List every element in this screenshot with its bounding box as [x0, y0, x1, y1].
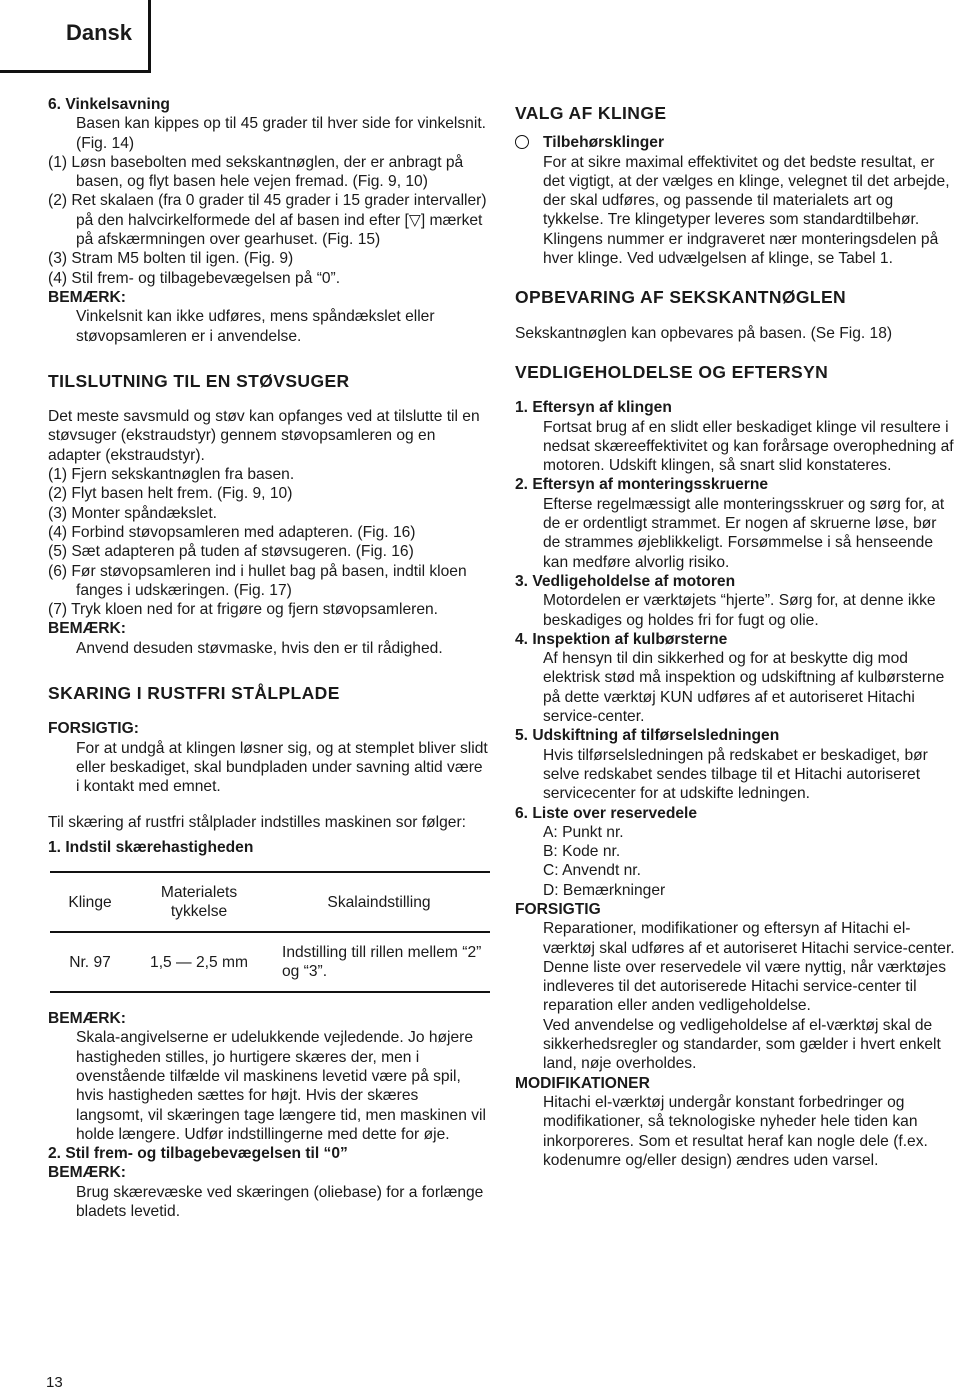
- vacuum-step-2: (2) Flyt basen helt frem. (Fig. 9, 10): [48, 485, 293, 503]
- page-number: 13: [46, 1374, 63, 1391]
- steel-heading: SKARING I RUSTFRI STÅLPLADE: [48, 683, 340, 704]
- right-column: [515, 104, 957, 1170]
- maintenance-item-5-text: Hvis tilførselsledningen på redskabet er beskadiget, bør selve redskabet sendes tilbage til et Hitachi autoriseret servicecenter for at udskifte ledningen.: [543, 746, 928, 803]
- modifications-label: MODIFIKATIONER: [515, 1074, 650, 1092]
- table-header-thickness: Materialets tykkelse: [130, 872, 268, 932]
- circle-bullet-icon: [515, 135, 529, 149]
- section-6-step-1: (1) Løsn basebolten med sekskantnøglen, der er anbragt på basen, og flyt basen hele vejen fremad. (Fig. 9, 10): [48, 153, 464, 191]
- vacuum-note: Anvend desuden støvmaske, hvis den er til rådighed.: [76, 639, 443, 657]
- vacuum-note-label: BEMÆRK:: [48, 620, 126, 638]
- vacuum-heading: TILSLUTNING TIL EN STØVSUGER: [48, 370, 350, 391]
- accessory-title-text: Tilbehørsklinger: [543, 134, 665, 152]
- maintenance-item-4-text: Af hensyn til din sikkerhed og for at beskytte dig mod elektrisk stød må inspektion og udskiftning af kulbørsterne på dette værktøj KUN udføres af et autoriseret Hitachi service-center.: [543, 650, 945, 726]
- storage-heading: OPBEVARING AF SEKSKANTNØGLEN: [515, 287, 847, 308]
- steel-note2-label: BEMÆRK:: [48, 1164, 126, 1182]
- section-6-step-2: (2) Ret skalaen (fra 0 grader til 45 grader i 15 grader intervaller) på den halvcirkelformede del af basen ind efter [▽] mærket på afskærmningen over gearhuset. (Fig. 15): [48, 192, 487, 249]
- table-cell-blade: Nr. 97: [50, 932, 130, 992]
- maintenance-item-1-text: Fortsat brug af en slidt eller beskadiget klinge vil resultere i nedsat skæreeffektivitet og kan forårsage overophedning af motoren. Udskift klingen, så snart slid konstateres.: [543, 418, 954, 475]
- section-6-intro: Basen kan kippes op til 45 grader til hver side for vinkelsnit. (Fig. 14): [76, 115, 486, 152]
- steel-caution: For at undgå at klingen løsner sig, og at stemplet bliver slidt eller beskadiget, skal bundpladen under savning altid være i kontakt med emnet.: [76, 739, 488, 796]
- steel-caution-label: FORSIGTIG:: [48, 720, 139, 738]
- parts-item-d: D: Bemærkninger: [543, 881, 666, 899]
- table-row: [50, 932, 490, 992]
- vacuum-step-7: (7) Tryk kloen ned for at frigøre og fjern støvopsamleren.: [48, 601, 438, 619]
- vacuum-step-1: (1) Fjern sekskantnøglen fra basen.: [48, 466, 295, 484]
- caution-text-1: Reparationer, modifikationer og eftersyn af Hitachi el-værktøj skal udføres af et autoriseret Hitachi service-center.: [543, 920, 955, 957]
- speed-table: [50, 871, 490, 993]
- maintenance-item-3-text: Motordelen er værktøjets “hjerte”. Sørg for, at denne ikke beskadiges og holdes fri for fugt og olie.: [543, 592, 936, 629]
- maintenance-item-5-title: 5. Udskiftning af tilførselsledningen: [515, 727, 780, 745]
- vacuum-intro: Det meste savsmuld og støv kan opfanges ved at tilslutte til en støvsuger (ekstraudstyr) gennem støvopsamleren og en adapter (ekstraudstyr).: [48, 408, 480, 464]
- table-header-blade: Klinge: [50, 872, 130, 932]
- steel-subheading-2: 2. Stil frem- og tilbagebevægelsen til “0”: [48, 1145, 348, 1163]
- parts-list-title: 6. Liste over reservedele: [515, 804, 698, 822]
- maintenance-item-2-title: 2. Eftersyn af monteringsskruerne: [515, 476, 769, 494]
- vacuum-step-6: (6) Før støvopsamleren ind i hullet bag på basen, indtil kloen fanges i udskæringen. (Fig. 17): [48, 562, 467, 599]
- section-6-title: 6. Vinkelsavning: [48, 96, 170, 113]
- steel-subheading-1: 1. Indstil skærehastigheden: [48, 838, 254, 856]
- parts-item-b: B: Kode nr.: [543, 843, 621, 861]
- caution-text-3: Ved anvendelse og vedligeholdelse af el-værktøj skal de sikkerhedsregler og standarder, som gælder i hvert enkelt land, nøje overholdes.: [543, 1016, 941, 1073]
- steel-note-label: BEMÆRK:: [48, 1010, 126, 1028]
- vacuum-step-3: (3) Monter spåndækslet.: [48, 504, 218, 522]
- storage-text: Sekskantnøglen kan opbevares på basen. (Se Fig. 18): [515, 324, 893, 342]
- maintenance-item-4-title: 4. Inspektion af kulbørsterne: [515, 630, 728, 648]
- section-6-note: Vinkelsnit kan ikke udføres, mens spåndækslet eller støvopsamleren er i anvendelse.: [76, 308, 435, 345]
- maintenance-item-3-title: 3. Vedligeholdelse af motoren: [515, 572, 736, 590]
- modifications-text: Hitachi el-værktøj undergår konstant forbedringer og modifikationer, så teknologiske nyheder hele tiden kan inkorporeres. Som et resultat heraf kan nogle dele (f.ex. kodenumre og/eller design) ændres uden varsel.: [543, 1093, 928, 1169]
- maintenance-item-2-text: Efterse regelmæssigt alle monteringsskruer og sørg for, at de er ordentligt strammet. Er nogen af skruerne løse, bør de strammes øjeblikkeligt. Forsømmelse i så henseende kan medføre alvorlig risiko.: [543, 495, 945, 571]
- steel-note2: Brug skærevæske ved skæringen (oliebase) for a forlænge bladets levetid.: [76, 1183, 484, 1221]
- blade-heading: VALG AF KLINGE: [515, 103, 667, 123]
- section-6-note-label: BEMÆRK:: [48, 288, 126, 306]
- parts-item-c: C: Anvendt nr.: [543, 862, 641, 880]
- language-tab: [0, 0, 151, 73]
- vacuum-step-5: (5) Sæt adapteren på tuden af støvsugeren. (Fig. 16): [48, 543, 414, 561]
- section-6-step-3: (3) Stram M5 bolten til igen. (Fig. 9): [48, 250, 294, 268]
- language-label: Dansk: [66, 20, 133, 45]
- caution-text-2: Denne liste over reservedele vil være nyttig, når værktøjes indleveres til det autoriserede Hitachi service-center til reparation eller anden vedligeholdelse.: [543, 958, 946, 1015]
- parts-item-a: A: Punkt nr.: [543, 823, 624, 841]
- caution-label: FORSIGTIG: [515, 900, 601, 918]
- maintenance-list: [515, 398, 957, 900]
- left-column: [48, 95, 490, 1221]
- accessory-title: [515, 133, 957, 152]
- table-cell-thickness: 1,5 — 2,5 mm: [130, 932, 268, 992]
- table-header-scale: Skalaindstilling: [268, 872, 490, 932]
- table-cell-scale: Indstilling till rillen mellem “2” og “3”.: [268, 932, 490, 992]
- table-header-row: [50, 872, 490, 932]
- accessory-text: For at sikre maximal effektivitet og det bedste resultat, er det vigtigt, at der vælges en klinge, velegnet til det arbejde, der skal udføres, og passende til materialets art og tykkelse. Tre klingetyper leveres som standardtilbehør. Klingens nummer er indgraveret nær monteringsdelen på hver klinge. Ved udvælgelsen af klinge, se Tabel 1.: [543, 153, 950, 268]
- maintenance-item-1-title: 1. Eftersyn af klingen: [515, 399, 672, 417]
- section-6-step-4: (4) Stil frem- og tilbagebevægelsen på “0”.: [48, 269, 341, 287]
- steel-intro: Til skæring af rustfri stålplader indstilles maskinen sor følger:: [48, 813, 466, 831]
- vacuum-step-4: (4) Forbind støvopsamleren med adapteren. (Fig. 16): [48, 523, 416, 541]
- maintenance-heading: VEDLIGEHOLDELSE OG EFTERSYN: [515, 361, 829, 382]
- steel-note: Skala-angivelserne er udelukkende vejledende. Jo højere hastigheden stilles, jo hurtigere skæres der, men i ovenstående tilfælde vil maskinens levetid være på spil, hvis hastigheden sættes for højt. Hvis der skæres langsomt, vil skæringen tage længere tid, men maskinen vil holde længere. Udfør indstillingerne med dette for øje.: [76, 1029, 486, 1143]
